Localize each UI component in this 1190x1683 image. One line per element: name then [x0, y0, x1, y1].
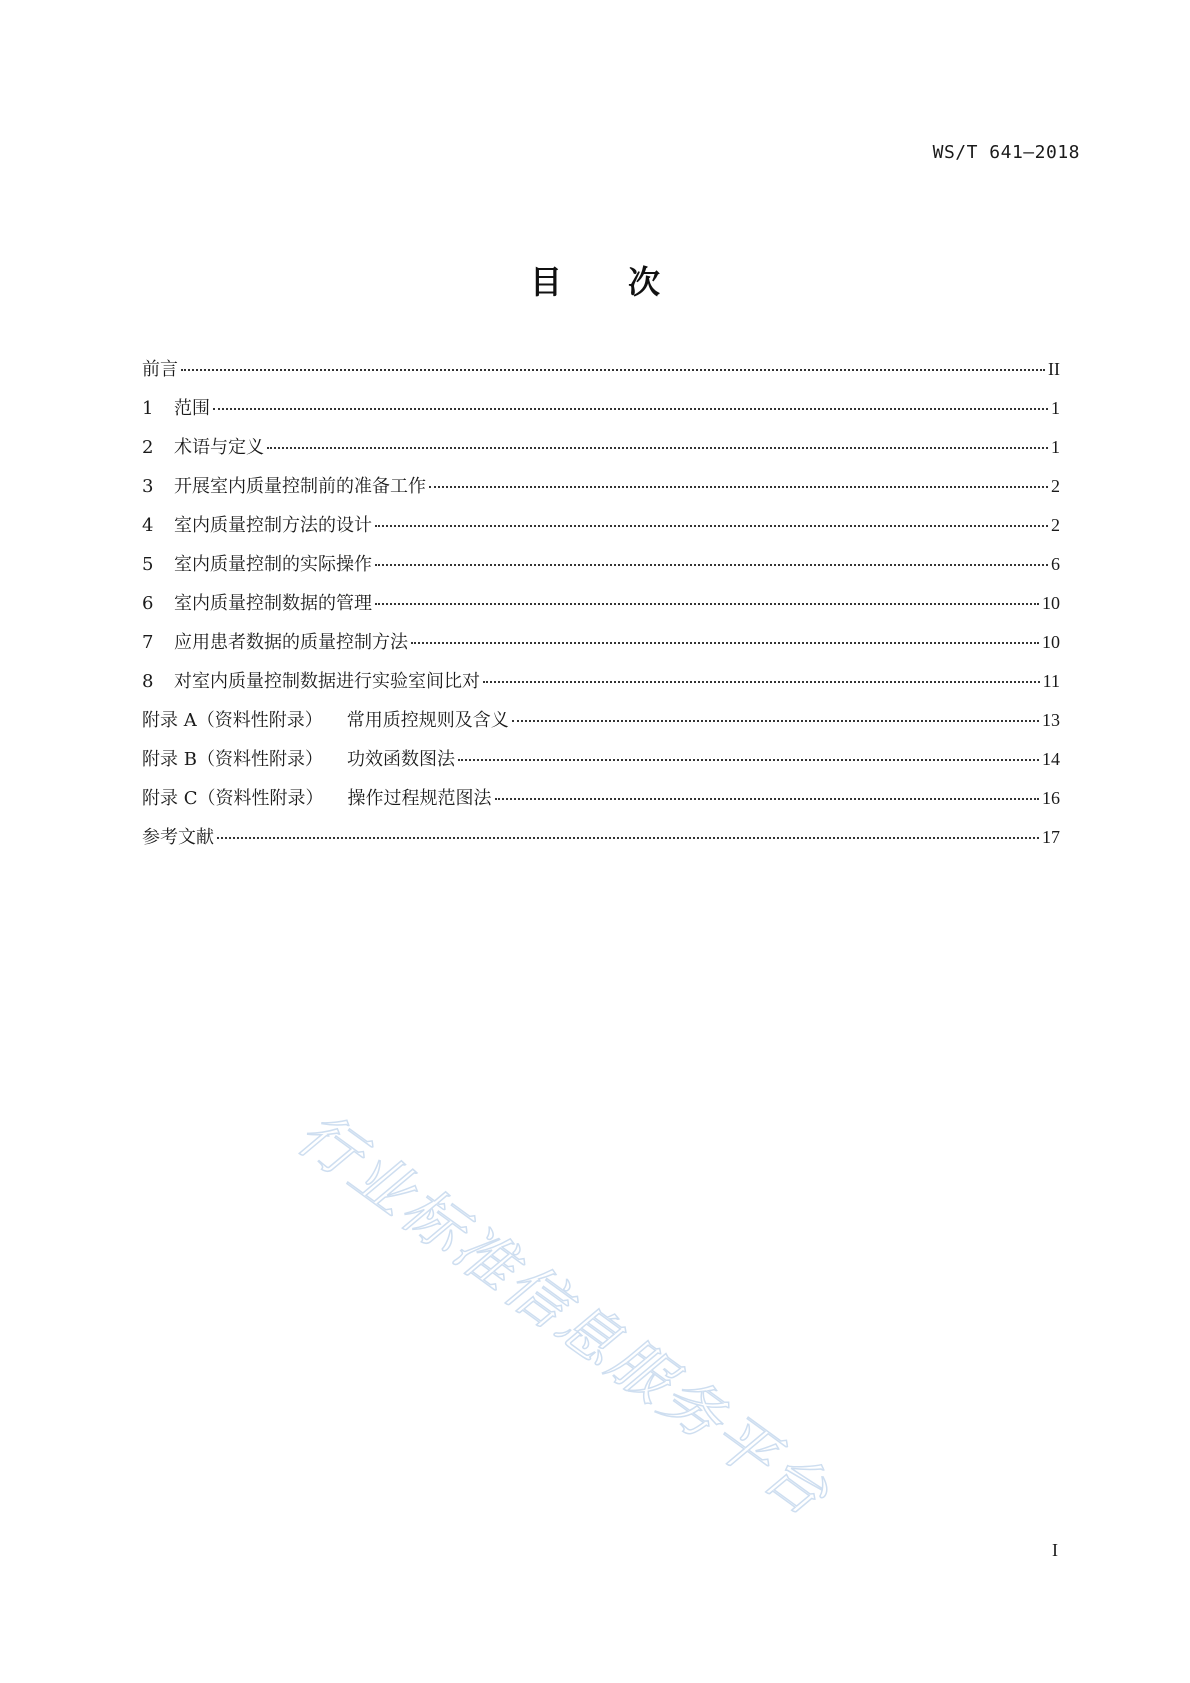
toc-entry-page: 13: [1042, 710, 1060, 730]
toc-entry-label: 室内质量控制数据的管理: [174, 593, 372, 614]
dot-leader: [429, 486, 1048, 488]
toc-entry-page: 1: [1051, 398, 1060, 418]
toc-entry-appendix-c[interactable]: [142, 779, 1060, 818]
toc-entry-number: 7: [142, 632, 154, 653]
toc-entry-number: 2: [142, 437, 154, 458]
dot-leader: [181, 369, 1045, 371]
toc-entry-1[interactable]: [142, 389, 1060, 428]
toc-entry-label: 附录 C（资料性附录）: [142, 788, 324, 809]
table-of-contents: [142, 350, 1060, 857]
toc-entry-number: 3: [142, 476, 154, 497]
toc-entry-label: 室内质量控制方法的设计: [174, 515, 372, 536]
toc-entry-number: 5: [142, 554, 154, 575]
toc-entry-label: 参考文献: [142, 827, 214, 848]
toc-entry-page: 10: [1042, 593, 1060, 613]
dot-leader: [495, 798, 1040, 800]
toc-entry-number: 8: [142, 671, 154, 692]
toc-entry-6[interactable]: [142, 584, 1060, 623]
dot-leader: [375, 603, 1039, 605]
page-title: 目次: [529, 263, 726, 301]
dot-leader: [458, 759, 1039, 761]
toc-entry-3[interactable]: [142, 467, 1060, 506]
toc-entry-label: 对室内质量控制数据进行实验室间比对: [174, 671, 480, 692]
toc-entry-5[interactable]: [142, 545, 1060, 584]
toc-entry-page: II: [1048, 359, 1060, 379]
toc-entry-page: 6: [1051, 554, 1060, 574]
toc-entry-page: 11: [1042, 671, 1060, 691]
toc-entry-number: 1: [142, 398, 154, 419]
toc-entry-appendix-b[interactable]: [142, 740, 1060, 779]
dot-leader: [217, 837, 1039, 839]
toc-entry-label: 范围: [174, 398, 210, 419]
toc-entry-8[interactable]: [142, 662, 1060, 701]
toc-entry-label: 应用患者数据的质量控制方法: [174, 632, 408, 653]
toc-entry-4[interactable]: [142, 506, 1060, 545]
toc-entry-page: 2: [1051, 476, 1060, 496]
toc-entry-page: 2: [1051, 515, 1060, 535]
toc-entry-page: 14: [1042, 749, 1060, 769]
dot-leader: [411, 642, 1039, 644]
toc-entry-number: 6: [142, 593, 154, 614]
toc-entry-page: 10: [1042, 632, 1060, 652]
toc-entry-page: 17: [1042, 827, 1060, 847]
toc-entry-label: 开展室内质量控制前的准备工作: [174, 476, 426, 497]
toc-entry-label: 术语与定义: [174, 437, 264, 458]
toc-entry-preface[interactable]: [142, 350, 1060, 389]
watermark: 行业标准信息服务平台: [284, 1098, 844, 1532]
toc-entry-subtitle: 功效函数图法: [346, 749, 455, 770]
toc-entry-subtitle: 常用质控规则及含义: [346, 710, 509, 731]
toc-entry-references[interactable]: [142, 818, 1060, 857]
toc-entry-appendix-a[interactable]: [142, 701, 1060, 740]
dot-leader: [213, 408, 1048, 410]
toc-entry-label: 附录 A（资料性附录）: [142, 710, 323, 731]
toc-entry-label: 附录 B（资料性附录）: [142, 749, 323, 770]
page-number: I: [1052, 1540, 1058, 1560]
dot-leader: [483, 681, 1040, 683]
toc-entry-subtitle: 操作过程规范图法: [347, 788, 492, 809]
toc-entry-label: 前言: [142, 359, 178, 380]
dot-leader: [267, 447, 1048, 449]
toc-entry-page: 16: [1042, 788, 1060, 808]
toc-entry-2[interactable]: [142, 428, 1060, 467]
toc-entry-label: 室内质量控制的实际操作: [174, 554, 372, 575]
dot-leader: [375, 564, 1048, 566]
dot-leader: [375, 525, 1048, 527]
toc-entry-7[interactable]: [142, 623, 1060, 662]
toc-entry-page: 1: [1051, 437, 1060, 457]
standard-code: WS/T 641—2018: [932, 142, 1080, 163]
dot-leader: [512, 720, 1039, 722]
toc-entry-number: 4: [142, 515, 154, 536]
